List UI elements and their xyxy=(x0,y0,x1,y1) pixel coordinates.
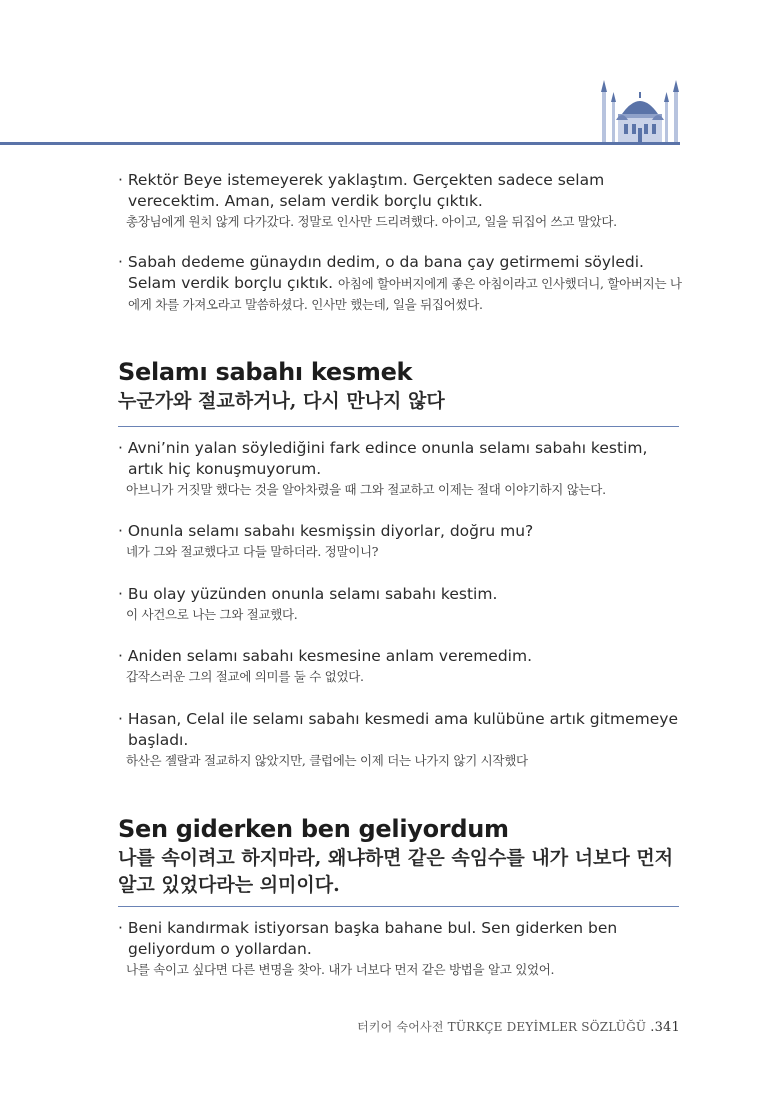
turkish-example: · Aniden selamı sabahı kesmesine anlam veremedim. xyxy=(118,647,533,665)
turkish-example: · Hasan, Celal ile selamı sabahı kesmedi ama kulübüne artık gitmemeye başladı. xyxy=(118,710,678,749)
korean-translation: 하산은 젤랄과 절교하지 않았지만, 클럽에는 이제 더는 나가지 않기 시작했다 xyxy=(126,753,528,768)
idiom-title: Sen giderken ben geliyordum xyxy=(118,815,509,843)
example-entry xyxy=(118,521,683,561)
korean-translation: 갑작스러운 그의 절교에 의미를 둘 수 없었다. xyxy=(126,669,364,684)
korean-translation: 네가 그와 절교했다고 다들 말하더라. 정말이니? xyxy=(126,544,379,559)
turkish-example xyxy=(118,252,683,315)
example-entry xyxy=(118,646,683,686)
korean-translation: 총장님에게 원치 않게 다가갔다. 정말로 인사만 드리려했다. 아이고, 일을 뒤집어 쓰고 말았다. xyxy=(126,214,617,229)
idiom-heading xyxy=(118,357,683,415)
example-entry xyxy=(118,918,683,979)
example-entry xyxy=(118,709,683,770)
turkish-example: · Avni’nin yalan söylediğini fark edince onunla selamı sabahı kestim, artık hiç konuşmuyorum. xyxy=(118,439,648,478)
turkish-example-text: · Sabah dedeme günaydın dedim, o da bana çay getirmemi söyledi. Selam verdik borçlu çıktık. xyxy=(118,253,644,292)
idiom-title: Selamı sabahı kesmek xyxy=(118,358,413,386)
turkish-example: · Rektör Beye istemeyerek yaklaştım. Gerçekten sadece selam verecektim. Aman, selam verdik borçlu çıktık. xyxy=(118,171,605,210)
example-entry xyxy=(118,252,683,315)
book-title: 터키어 숙어사전 TÜRKÇE DEYİMLER SÖZLÜĞÜ xyxy=(357,1020,647,1034)
turkish-example: · Onunla selamı sabahı kesmişsin diyorlar, doğru mu? xyxy=(118,522,534,540)
korean-translation: 이 사건으로 나는 그와 절교했다. xyxy=(126,607,298,622)
idiom-meaning: 누군가와 절교하거나, 다시 만나지 않다 xyxy=(118,390,445,412)
page-number-value: 341 xyxy=(654,1020,680,1035)
korean-translation: 나를 속이고 싶다면 다른 변명을 찾아. 내가 너보다 먼저 같은 방법을 알고 있었어. xyxy=(126,962,555,977)
page-footer xyxy=(357,1018,680,1035)
page-number: .341 xyxy=(650,1020,680,1035)
idiom-meaning: 나를 속이려고 하지마라, 왜냐하면 같은 속임수를 내가 너보다 먼저 알고 있었다라는 의미이다. xyxy=(118,847,674,896)
example-entry xyxy=(118,438,683,499)
turkish-example: · Beni kandırmak istiyorsan başka bahane bul. Sen giderken ben geliyordum o yollardan. xyxy=(118,919,618,958)
section-divider xyxy=(118,906,679,907)
idiom-heading xyxy=(118,814,683,899)
korean-translation: 아침에 할아버지에게 좋은 아침이라고 인사했더니, 할아버지는 나에게 차를 가져오라고 말씀하셨다. 인사만 했는데, 일을 뒤집어썼다. xyxy=(128,276,682,312)
example-entry xyxy=(118,584,683,624)
section-divider xyxy=(118,426,679,427)
turkish-example: · Bu olay yüzünden onunla selamı sabahı kestim. xyxy=(118,585,498,603)
header-rule xyxy=(0,142,680,145)
example-entry xyxy=(118,170,683,231)
mosque-icon xyxy=(598,78,682,144)
korean-translation: 아브니가 거짓말 했다는 것을 알아차렸을 때 그와 절교하고 이제는 절대 이야기하지 않는다. xyxy=(126,482,606,497)
